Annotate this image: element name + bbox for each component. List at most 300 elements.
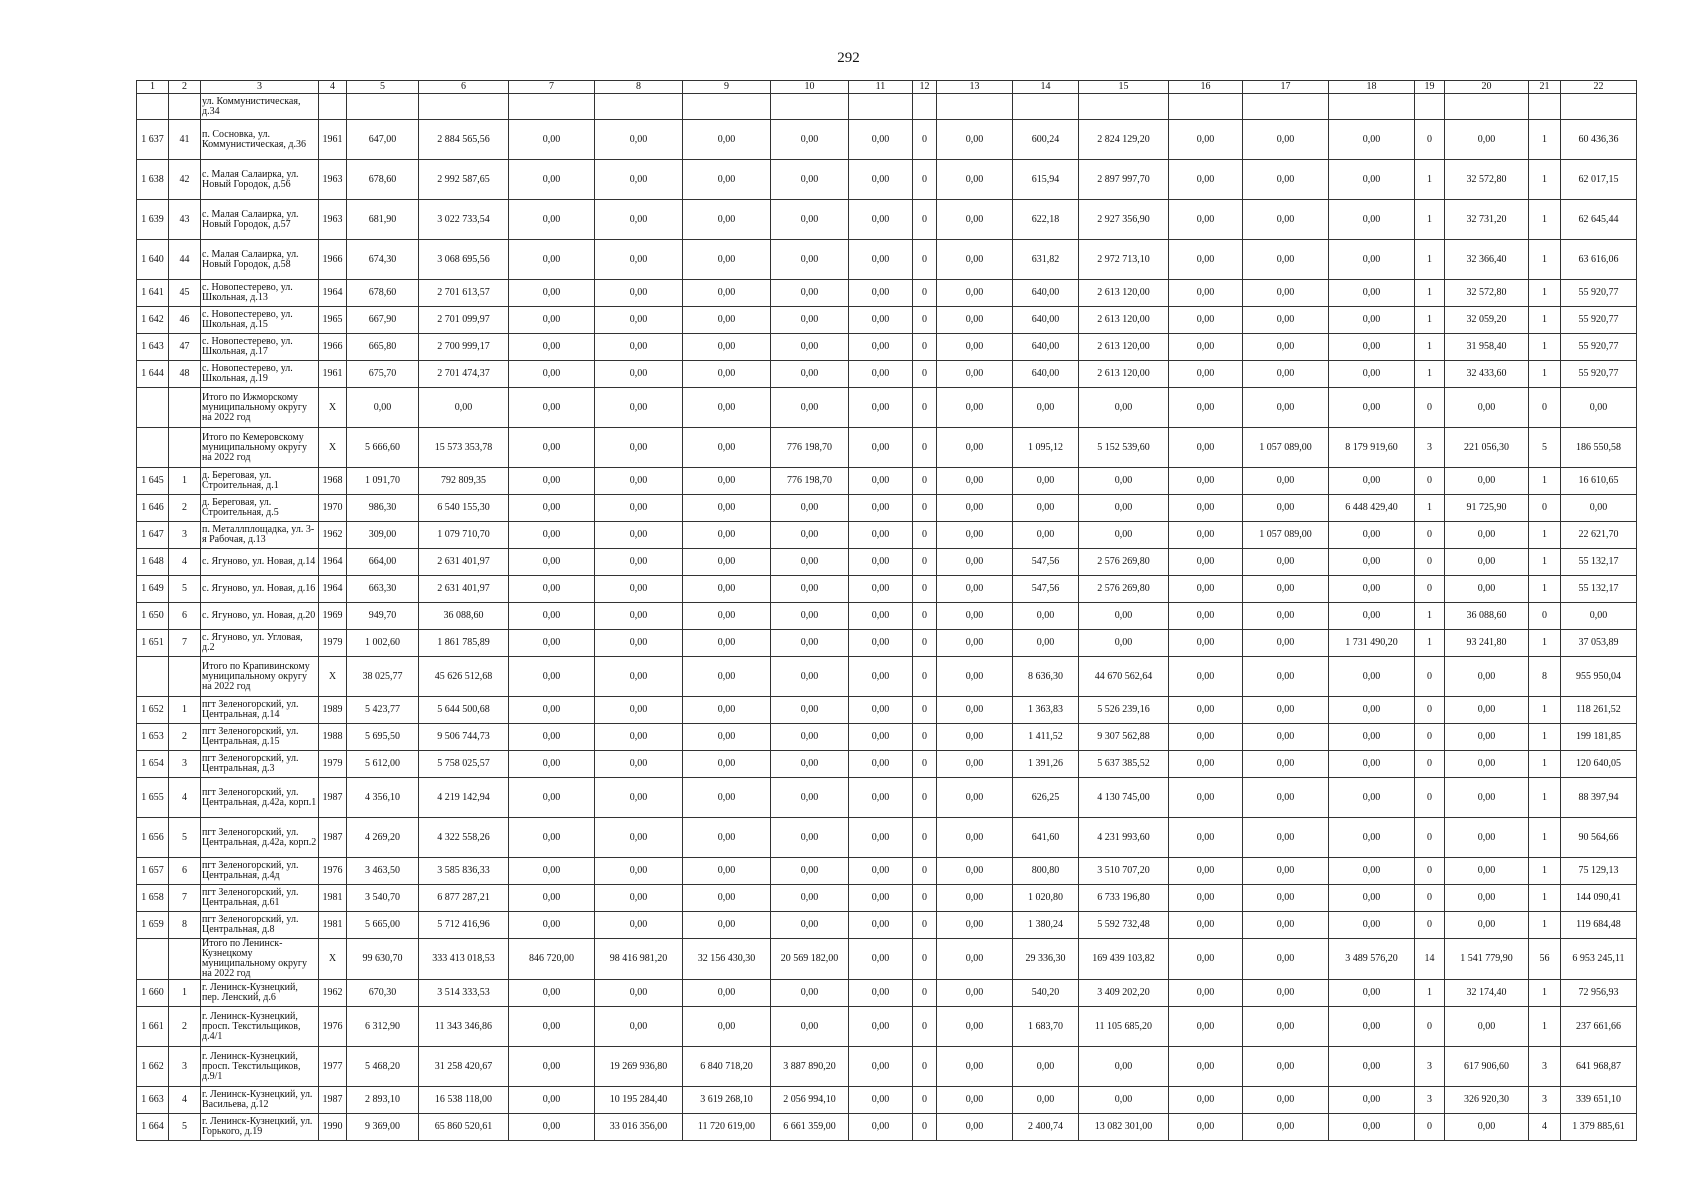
table-header-row (137, 81, 1637, 94)
table-cell: 0,00 (1561, 388, 1637, 428)
table-row (137, 858, 1637, 885)
table-cell: 3 (169, 522, 201, 549)
table-cell: 0,00 (1329, 120, 1415, 160)
table-cell: 0,00 (937, 428, 1013, 468)
table-cell: 0,00 (1243, 1114, 1329, 1141)
table-cell: 8 179 919,60 (1329, 428, 1415, 468)
table-cell: 62 017,15 (1561, 160, 1637, 200)
table-cell: 0,00 (419, 388, 509, 428)
table-cell: 626,25 (1013, 778, 1079, 818)
table-cell: 0,00 (1013, 388, 1079, 428)
table-cell: 56 (1529, 939, 1561, 980)
table-cell: 7 (169, 630, 201, 657)
table-cell: 1 641 (137, 280, 169, 307)
table-cell: 4 130 745,00 (1079, 778, 1169, 818)
table-cell: 0 (913, 603, 937, 630)
table-cell: 0,00 (849, 280, 913, 307)
table-cell: 1 (1415, 160, 1445, 200)
table-cell: 32 433,60 (1445, 361, 1529, 388)
table-cell: 6 661 359,00 (771, 1114, 849, 1141)
column-number: 6 (419, 81, 509, 94)
table-cell: 63 616,06 (1561, 240, 1637, 280)
table-cell: 1 642 (137, 307, 169, 334)
table-cell: 0,00 (1169, 240, 1243, 280)
table-cell: X (319, 388, 347, 428)
table-cell: 0,00 (771, 657, 849, 697)
table-cell: 0,00 (1329, 1047, 1415, 1087)
table-cell: 32 572,80 (1445, 160, 1529, 200)
column-number: 9 (683, 81, 771, 94)
table-cell: 0,00 (1243, 724, 1329, 751)
table-cell: 0,00 (683, 468, 771, 495)
table-cell: 5 695,50 (347, 724, 419, 751)
table-cell: 0,00 (937, 1087, 1013, 1114)
table-cell: 45 626 512,68 (419, 657, 509, 697)
table-cell: 1 (169, 980, 201, 1007)
table-cell: 0,00 (937, 388, 1013, 428)
table-cell: 0,00 (771, 858, 849, 885)
table-cell: 0,00 (595, 361, 683, 388)
table-cell: 0,00 (683, 120, 771, 160)
table-cell: 0,00 (1329, 1087, 1415, 1114)
table-cell: 0,00 (509, 468, 595, 495)
table-cell: 0,00 (937, 858, 1013, 885)
table-cell: 0,00 (1079, 630, 1169, 657)
table-cell: 55 920,77 (1561, 307, 1637, 334)
table-cell: 0 (1415, 724, 1445, 751)
table-cell: 6 953 245,11 (1561, 939, 1637, 980)
table-cell: 1 (1415, 240, 1445, 280)
table-cell: 0,00 (771, 240, 849, 280)
table-cell: 0,00 (1243, 388, 1329, 428)
table-cell: 0,00 (937, 240, 1013, 280)
table-row (137, 980, 1637, 1007)
column-number: 18 (1329, 81, 1415, 94)
table-cell: 1979 (319, 630, 347, 657)
table-cell: 0,00 (509, 1047, 595, 1087)
table-cell: 1 (1529, 240, 1561, 280)
table-cell: 1 663 (137, 1087, 169, 1114)
table-cell: 0,00 (595, 912, 683, 939)
table-cell: 1 (1415, 307, 1445, 334)
table-cell: 14 (1415, 939, 1445, 980)
table-cell: 45 (169, 280, 201, 307)
table-cell: 4 231 993,60 (1079, 818, 1169, 858)
table-cell: 0,00 (771, 307, 849, 334)
table-cell (1329, 94, 1415, 120)
table-cell: 1 (1415, 200, 1445, 240)
table-cell: 6 448 429,40 (1329, 495, 1415, 522)
table-cell: 0,00 (1169, 307, 1243, 334)
table-cell: 0,00 (1243, 751, 1329, 778)
table-cell: 0,00 (1013, 1047, 1079, 1087)
table-cell: 0,00 (849, 200, 913, 240)
table-cell: 1965 (319, 307, 347, 334)
table-cell: 0,00 (849, 980, 913, 1007)
address-cell: пгт Зеленогорский, ул. Центральная, д.42а, корп.1 (201, 778, 319, 818)
table-cell: 32 572,80 (1445, 280, 1529, 307)
address-cell: д. Береговая, ул. Строительная, д.5 (201, 495, 319, 522)
table-subtotal-row (137, 388, 1637, 428)
table-cell: 4 (169, 549, 201, 576)
table-cell: 0,00 (1329, 576, 1415, 603)
table-cell: 9 369,00 (347, 1114, 419, 1141)
table-cell: 1 380,24 (1013, 912, 1079, 939)
table-cell: 0,00 (1329, 980, 1415, 1007)
table-cell: 0,00 (1079, 495, 1169, 522)
table-cell: 949,70 (347, 603, 419, 630)
table-cell: 800,80 (1013, 858, 1079, 885)
table-cell: 0 (913, 1087, 937, 1114)
table-cell: 0,00 (1169, 778, 1243, 818)
table-cell: 0,00 (849, 657, 913, 697)
table-cell: 0 (1529, 495, 1561, 522)
table-cell: 0 (913, 576, 937, 603)
table-row (137, 120, 1637, 160)
table-cell: 0,00 (849, 361, 913, 388)
column-number: 22 (1561, 81, 1637, 94)
table-cell: 0,00 (771, 388, 849, 428)
table-cell: 0,00 (849, 307, 913, 334)
table-cell: 0 (913, 200, 937, 240)
table-cell: 1 652 (137, 697, 169, 724)
table-cell: 0,00 (1445, 468, 1529, 495)
table-cell: 326 920,30 (1445, 1087, 1529, 1114)
table-cell: 1 (1415, 980, 1445, 1007)
table-cell: 0,00 (1243, 280, 1329, 307)
table-cell: 0,00 (937, 1047, 1013, 1087)
column-number: 16 (1169, 81, 1243, 94)
table-cell: 0 (1529, 603, 1561, 630)
table-cell: 1 002,60 (347, 630, 419, 657)
address-cell: г. Ленинск-Кузнецкий, ул. Васильева, д.12 (201, 1087, 319, 1114)
table-cell: 0,00 (1329, 697, 1415, 724)
table-cell: 0 (1415, 751, 1445, 778)
table-cell: 55 132,17 (1561, 549, 1637, 576)
table-cell: 0,00 (509, 576, 595, 603)
table-cell: 2 631 401,97 (419, 549, 509, 576)
table-cell: 0,00 (1169, 160, 1243, 200)
table-cell: 3 (1529, 1047, 1561, 1087)
table-cell: 1 (1529, 160, 1561, 200)
table-cell: 2 701 099,97 (419, 307, 509, 334)
table-row (137, 240, 1637, 280)
table-cell: 640,00 (1013, 307, 1079, 334)
table-cell: 1 (1529, 576, 1561, 603)
table-cell: 0,00 (849, 549, 913, 576)
table-cell: 1987 (319, 1087, 347, 1114)
table-cell: 0,00 (849, 724, 913, 751)
page-number: 292 (837, 50, 860, 66)
table-cell: 0 (913, 1114, 937, 1141)
table-cell: 0,00 (1243, 630, 1329, 657)
table-cell: 0,00 (683, 603, 771, 630)
table-cell: 1 379 885,61 (1561, 1114, 1637, 1141)
table-cell: 0,00 (683, 549, 771, 576)
table-cell: 1977 (319, 1047, 347, 1087)
address-cell: г. Ленинск-Кузнецкий, пер. Ленский, д.6 (201, 980, 319, 1007)
table-cell: 1 (1529, 1007, 1561, 1047)
table-cell: 37 053,89 (1561, 630, 1637, 657)
table-cell: 3 068 695,56 (419, 240, 509, 280)
address-cell: с. Ягуново, ул. Новая, д.20 (201, 603, 319, 630)
table-cell: 36 088,60 (1445, 603, 1529, 630)
table-cell: 617 906,60 (1445, 1047, 1529, 1087)
table-cell: 1 (1529, 724, 1561, 751)
column-number: 3 (201, 81, 319, 94)
table-cell: 32 731,20 (1445, 200, 1529, 240)
table-cell: 32 156 430,30 (683, 939, 771, 980)
table-cell: 32 366,40 (1445, 240, 1529, 280)
table-cell: 0,00 (509, 818, 595, 858)
table-cell: 44 670 562,64 (1079, 657, 1169, 697)
address-cell: п. Сосновка, ул. Коммунистическая, д.36 (201, 120, 319, 160)
table-cell: 1 657 (137, 858, 169, 885)
table-cell: 0,00 (1243, 1007, 1329, 1047)
table-cell: 0 (1415, 885, 1445, 912)
table-cell: 0,00 (1169, 334, 1243, 361)
table-cell: 0,00 (509, 361, 595, 388)
table-cell: 0,00 (509, 697, 595, 724)
table-cell: 41 (169, 120, 201, 160)
table-cell: 5 152 539,60 (1079, 428, 1169, 468)
table-cell: 0,00 (771, 697, 849, 724)
table-cell: 90 564,66 (1561, 818, 1637, 858)
table-cell (137, 94, 169, 120)
table-cell: 0,00 (509, 388, 595, 428)
table-cell: 0,00 (509, 912, 595, 939)
address-cell: с. Новопестерево, ул. Школьная, д.17 (201, 334, 319, 361)
table-row (137, 818, 1637, 858)
table-row (137, 1007, 1637, 1047)
table-cell: 0,00 (771, 603, 849, 630)
table-cell: 0,00 (683, 630, 771, 657)
table-cell: 8 (1529, 657, 1561, 697)
table-cell: 339 651,10 (1561, 1087, 1637, 1114)
table-cell: 44 (169, 240, 201, 280)
table-cell: 2 576 269,80 (1079, 549, 1169, 576)
table-cell: 0,00 (771, 120, 849, 160)
table-cell: 5 526 239,16 (1079, 697, 1169, 724)
table-cell: 0,00 (1329, 603, 1415, 630)
table-cell: 0,00 (1445, 818, 1529, 858)
address-cell: Итого по Кемеровскому муниципальному округу на 2022 год (201, 428, 319, 468)
table-cell: 3 619 268,10 (683, 1087, 771, 1114)
table-cell: 0,00 (1169, 980, 1243, 1007)
table-cell: 0,00 (595, 200, 683, 240)
table-cell: 792 809,35 (419, 468, 509, 495)
table-cell: X (319, 657, 347, 697)
table-cell: 1976 (319, 858, 347, 885)
table-subtotal-row (137, 428, 1637, 468)
table-cell: 1 (1415, 603, 1445, 630)
table-cell: 0 (913, 1047, 937, 1087)
table-cell: 0,00 (771, 549, 849, 576)
table-cell: 681,90 (347, 200, 419, 240)
table-cell: 1 655 (137, 778, 169, 818)
table-cell: 0,00 (849, 160, 913, 200)
table-row (137, 200, 1637, 240)
table-cell: 0,00 (595, 603, 683, 630)
table-cell: 1987 (319, 818, 347, 858)
table-cell (509, 94, 595, 120)
table-cell: 65 860 520,61 (419, 1114, 509, 1141)
table-cell: 11 343 346,86 (419, 1007, 509, 1047)
table-cell: 42 (169, 160, 201, 200)
table-cell: 0,00 (1329, 778, 1415, 818)
table-cell: 0,00 (595, 468, 683, 495)
table-cell: 186 550,58 (1561, 428, 1637, 468)
table-cell: 1 (1529, 361, 1561, 388)
column-number: 17 (1243, 81, 1329, 94)
table-cell: 0 (913, 885, 937, 912)
table-cell: 0,00 (683, 697, 771, 724)
table-cell: 0,00 (509, 334, 595, 361)
table-cell: 1 645 (137, 468, 169, 495)
table-cell: 10 195 284,40 (595, 1087, 683, 1114)
table-cell: 1 391,26 (1013, 751, 1079, 778)
table-cell: 0,00 (509, 1007, 595, 1047)
table-cell: 1 (1529, 468, 1561, 495)
table-cell: 0,00 (509, 307, 595, 334)
table-cell: 0,00 (595, 630, 683, 657)
table-cell: 1989 (319, 697, 347, 724)
table-cell: 333 413 018,53 (419, 939, 509, 980)
column-number: 11 (849, 81, 913, 94)
table-cell: 48 (169, 361, 201, 388)
table-cell: 2 613 120,00 (1079, 334, 1169, 361)
table-cell: 3 489 576,20 (1329, 939, 1415, 980)
table-cell: 0,00 (849, 939, 913, 980)
table-cell: 0,00 (937, 778, 1013, 818)
table-cell: 0,00 (1243, 200, 1329, 240)
table-cell: 0,00 (595, 818, 683, 858)
table-cell: 4 322 558,26 (419, 818, 509, 858)
column-number: 10 (771, 81, 849, 94)
table-cell: 0 (1415, 657, 1445, 697)
address-cell: с. Малая Салаирка, ул. Новый Городок, д.57 (201, 200, 319, 240)
table-row (137, 576, 1637, 603)
table-cell: 1 (1415, 630, 1445, 657)
column-number: 7 (509, 81, 595, 94)
table-cell: 647,00 (347, 120, 419, 160)
table-cell: 3 409 202,20 (1079, 980, 1169, 1007)
table-cell: 6 877 287,21 (419, 885, 509, 912)
table-cell: 1 (1529, 697, 1561, 724)
table-cell: 4 (1529, 1114, 1561, 1141)
table-cell: 0,00 (937, 724, 1013, 751)
address-cell: г. Ленинск-Кузнецкий, ул. Горького, д.19 (201, 1114, 319, 1141)
table-cell: 1 640 (137, 240, 169, 280)
table-cell: 1 (1529, 307, 1561, 334)
table-cell: 0,00 (1013, 468, 1079, 495)
table-cell: 33 016 356,00 (595, 1114, 683, 1141)
table-cell: 0,00 (937, 495, 1013, 522)
table-cell: 75 129,13 (1561, 858, 1637, 885)
table-cell: 0,00 (509, 885, 595, 912)
table-cell: 0,00 (1243, 468, 1329, 495)
table-cell: 1 683,70 (1013, 1007, 1079, 1047)
table-cell: 986,30 (347, 495, 419, 522)
table-cell: 0,00 (849, 912, 913, 939)
table-cell: 0,00 (1329, 818, 1415, 858)
table-cell: 0,00 (683, 522, 771, 549)
table-cell: 0,00 (1329, 240, 1415, 280)
table-cell: 88 397,94 (1561, 778, 1637, 818)
column-number: 21 (1529, 81, 1561, 94)
table-cell: 0,00 (1169, 1007, 1243, 1047)
address-cell: пгт Зеленогорский, ул. Центральная, д.42а, корп.2 (201, 818, 319, 858)
address-cell: пгт Зеленогорский, ул. Центральная, д.4д (201, 858, 319, 885)
table-cell: 0 (913, 120, 937, 160)
table-cell: 19 269 936,80 (595, 1047, 683, 1087)
table-cell: 0,00 (683, 160, 771, 200)
table-cell: 0,00 (595, 428, 683, 468)
table-cell: 0,00 (509, 630, 595, 657)
table-row (137, 522, 1637, 549)
table-cell: 0,00 (1445, 912, 1529, 939)
table-row (137, 160, 1637, 200)
table-cell: 6 540 155,30 (419, 495, 509, 522)
table-cell: 11 105 685,20 (1079, 1007, 1169, 1047)
table-cell: 93 241,80 (1445, 630, 1529, 657)
table-cell: 0,00 (849, 240, 913, 280)
table-cell: 0,00 (683, 980, 771, 1007)
table-cell: 0,00 (1243, 657, 1329, 697)
table-cell: 1 656 (137, 818, 169, 858)
table-cell: 0,00 (1079, 1087, 1169, 1114)
table-cell: 2 927 356,90 (1079, 200, 1169, 240)
table-cell: 1979 (319, 751, 347, 778)
table-cell: 2 992 587,65 (419, 160, 509, 200)
address-cell: ул. Коммунистическая, д.34 (201, 94, 319, 120)
table-cell: 0,00 (1243, 307, 1329, 334)
table-cell: 31 258 420,67 (419, 1047, 509, 1087)
table-cell: 3 (1415, 1047, 1445, 1087)
table-cell: 0,00 (849, 858, 913, 885)
table-cell: 3 (169, 1047, 201, 1087)
table-cell: 0,00 (595, 885, 683, 912)
table-cell: 1 (1415, 334, 1445, 361)
table-cell: 1968 (319, 468, 347, 495)
table-cell: 0,00 (1329, 522, 1415, 549)
table-cell: 11 720 619,00 (683, 1114, 771, 1141)
table-cell: 0 (913, 522, 937, 549)
table-cell: 0,00 (509, 240, 595, 280)
table-cell: 0,00 (937, 468, 1013, 495)
table-cell: X (319, 428, 347, 468)
table-cell: 0,00 (509, 980, 595, 1007)
address-cell: с. Новопестерево, ул. Школьная, д.19 (201, 361, 319, 388)
table-cell: 667,90 (347, 307, 419, 334)
table-cell: 0,00 (509, 1087, 595, 1114)
table-cell: 0,00 (1561, 603, 1637, 630)
table-cell: 0,00 (849, 603, 913, 630)
table-cell: 0,00 (849, 1087, 913, 1114)
table-row (137, 361, 1637, 388)
table-cell: 0,00 (683, 200, 771, 240)
table-cell: 0,00 (1169, 522, 1243, 549)
table-cell: 0 (1415, 912, 1445, 939)
table-cell: 0 (913, 280, 937, 307)
table-cell: 32 174,40 (1445, 980, 1529, 1007)
table-cell: 664,00 (347, 549, 419, 576)
table-cell: 1 079 710,70 (419, 522, 509, 549)
table-cell: 55 920,77 (1561, 361, 1637, 388)
table-cell: 0,00 (595, 778, 683, 818)
table-cell: 199 181,85 (1561, 724, 1637, 751)
table-cell: 1962 (319, 980, 347, 1007)
